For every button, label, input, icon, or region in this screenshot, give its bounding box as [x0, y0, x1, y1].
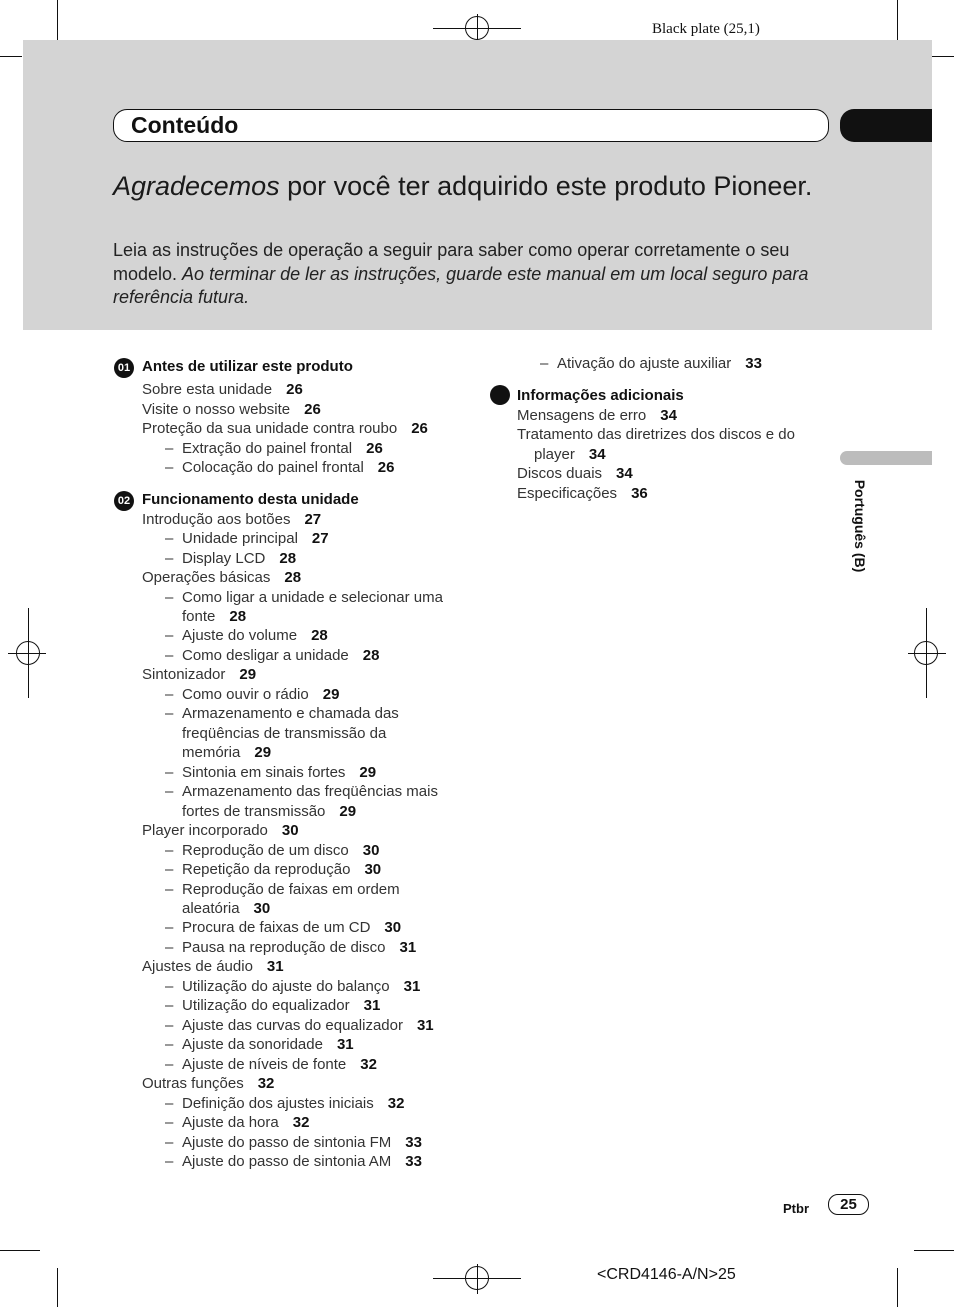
toc-subitem-cont[interactable]: fonte 28 — [182, 608, 247, 625]
intro-plain: Leia as instruções de operação a seguir para saber como operar corretamente o seu modelo. — [113, 240, 790, 284]
toc-item[interactable]: Player incorporado 30 — [142, 822, 299, 839]
toc-subitem[interactable]: Sintonia em sinais fortes 29 — [182, 764, 377, 781]
toc-section-title[interactable]: Funcionamento desta unidade — [142, 491, 359, 508]
toc-subitem-cont[interactable]: aleatória 30 — [182, 900, 271, 917]
toc-subitem[interactable]: Utilização do equalizador 31 — [182, 997, 381, 1014]
toc-item[interactable]: Proteção da sua unidade contra roubo 26 — [142, 420, 428, 437]
toc-dash: – — [165, 647, 174, 664]
toc-subitem[interactable]: Repetição da reprodução 30 — [182, 861, 382, 878]
toc-dash: – — [165, 1134, 174, 1151]
section-tab — [840, 109, 932, 142]
footer-language-code: Ptbr — [783, 1201, 809, 1216]
toc-subitem-cont[interactable]: freqüências de transmissão da — [182, 725, 387, 742]
toc-item[interactable]: Mensagens de erro 34 — [517, 407, 677, 424]
crop-mark — [897, 1268, 898, 1307]
toc-subitem[interactable]: Ajuste de níveis de fonte 32 — [182, 1056, 377, 1073]
section-title: Conteúdo — [131, 112, 239, 138]
toc-item-cont[interactable]: player 34 — [534, 446, 606, 463]
toc-subitem[interactable]: Como ligar a unidade e selecionar uma — [182, 589, 443, 606]
plate-label: Black plate (25,1) — [652, 21, 760, 37]
toc-subitem[interactable]: Ajuste da hora 32 — [182, 1114, 310, 1131]
toc-dash: – — [165, 686, 174, 703]
registration-mark-icon — [914, 641, 938, 665]
toc-dash: – — [165, 978, 174, 995]
toc-dash: – — [165, 705, 174, 722]
document-code: <CRD4146-A/N>25 — [597, 1266, 736, 1283]
page-number: 25 — [828, 1194, 869, 1215]
toc-subitem[interactable]: Ajuste do volume 28 — [182, 627, 328, 644]
toc-dash: – — [165, 459, 174, 476]
crop-mark — [914, 1250, 954, 1251]
toc-dash: – — [165, 939, 174, 956]
toc-item[interactable]: Visite o nosso website 26 — [142, 401, 321, 418]
toc-item[interactable]: Introdução aos botões 27 — [142, 511, 322, 528]
toc-dash: – — [165, 530, 174, 547]
toc-item[interactable]: Discos duais 34 — [517, 465, 633, 482]
toc-subitem-cont[interactable]: memória 29 — [182, 744, 272, 761]
section-badge: 02 — [114, 491, 134, 511]
headline-rest: por você ter adquirido este produto Pioneer. — [279, 171, 813, 201]
toc-subitem[interactable]: Ajuste da sonoridade 31 — [182, 1036, 354, 1053]
toc-subitem[interactable]: Display LCD 28 — [182, 550, 297, 567]
toc-dash: – — [165, 1017, 174, 1034]
toc-dash: – — [165, 440, 174, 457]
toc-dash: – — [165, 1114, 174, 1131]
toc-subitem[interactable]: Utilização do ajuste do balanço 31 — [182, 978, 421, 995]
toc-section-title[interactable]: Antes de utilizar este produto — [142, 358, 353, 375]
toc-dash: – — [165, 627, 174, 644]
toc-subitem[interactable]: Pausa na reprodução de disco 31 — [182, 939, 417, 956]
toc-dash: – — [165, 997, 174, 1014]
toc-dash: – — [165, 550, 174, 567]
toc-dash: – — [165, 1056, 174, 1073]
intro-italic: Ao terminar de ler as instruções, guarde este manual em um local seguro para referência futura. — [113, 263, 809, 307]
toc-subitem[interactable]: Como desligar a unidade 28 — [182, 647, 380, 664]
toc-dash: – — [165, 842, 174, 859]
toc-subitem[interactable]: Reprodução de faixas em ordem — [182, 881, 400, 898]
toc-subitem[interactable]: Ajuste das curvas do equalizador 31 — [182, 1017, 434, 1034]
toc-item[interactable]: Especificações 36 — [517, 485, 648, 502]
toc-item[interactable]: Tratamento das diretrizes dos discos e do — [517, 426, 795, 443]
toc-subitem[interactable]: Procura de faixas de um CD 30 — [182, 919, 402, 936]
toc-subitem[interactable]: Unidade principal 27 — [182, 530, 329, 547]
section-badge — [490, 385, 510, 405]
toc-item[interactable]: Sintonizador 29 — [142, 666, 257, 683]
toc-subitem[interactable]: Extração do painel frontal 26 — [182, 440, 383, 457]
toc-subitem[interactable]: Ajuste do passo de sintonia FM 33 — [182, 1134, 422, 1151]
toc-dash: – — [165, 783, 174, 800]
toc-dash: – — [540, 355, 549, 372]
toc-section-title[interactable]: Informações adicionais — [517, 387, 684, 404]
headline-italic: Agradecemos — [113, 171, 280, 201]
toc-subitem[interactable]: Armazenamento e chamada das — [182, 705, 399, 722]
toc-subitem[interactable]: Ajuste do passo de sintonia AM 33 — [182, 1153, 422, 1170]
toc-dash: – — [165, 589, 174, 606]
toc-subitem[interactable]: Colocação do painel frontal 26 — [182, 459, 395, 476]
language-label: Português (B) — [852, 479, 868, 573]
toc-subitem[interactable]: Definição dos ajustes iniciais 32 — [182, 1095, 405, 1112]
toc-right — [480, 0, 840, 1307]
toc-dash: – — [165, 1036, 174, 1053]
toc-dash: – — [165, 764, 174, 781]
toc-item[interactable]: Outras funções 32 — [142, 1075, 275, 1092]
toc-dash: – — [165, 1153, 174, 1170]
toc-item[interactable]: Operações básicas 28 — [142, 569, 302, 586]
toc-dash: – — [165, 1095, 174, 1112]
section-badge: 01 — [114, 358, 134, 378]
toc-subitem[interactable]: Armazenamento das freqüências mais — [182, 783, 438, 800]
toc-subitem[interactable]: Como ouvir o rádio 29 — [182, 686, 340, 703]
toc-subitem[interactable]: Ativação do ajuste auxiliar 33 — [557, 355, 762, 372]
toc-dash: – — [165, 861, 174, 878]
toc-subitem-cont[interactable]: fortes de transmissão 29 — [182, 803, 357, 820]
toc-item[interactable]: Ajustes de áudio 31 — [142, 958, 284, 975]
toc-dash: – — [165, 919, 174, 936]
toc-subitem[interactable]: Reprodução de um disco 30 — [182, 842, 380, 859]
toc-dash: – — [165, 881, 174, 898]
toc-item[interactable]: Sobre esta unidade 26 — [142, 381, 303, 398]
crop-mark — [897, 0, 898, 40]
crop-mark — [932, 56, 954, 57]
